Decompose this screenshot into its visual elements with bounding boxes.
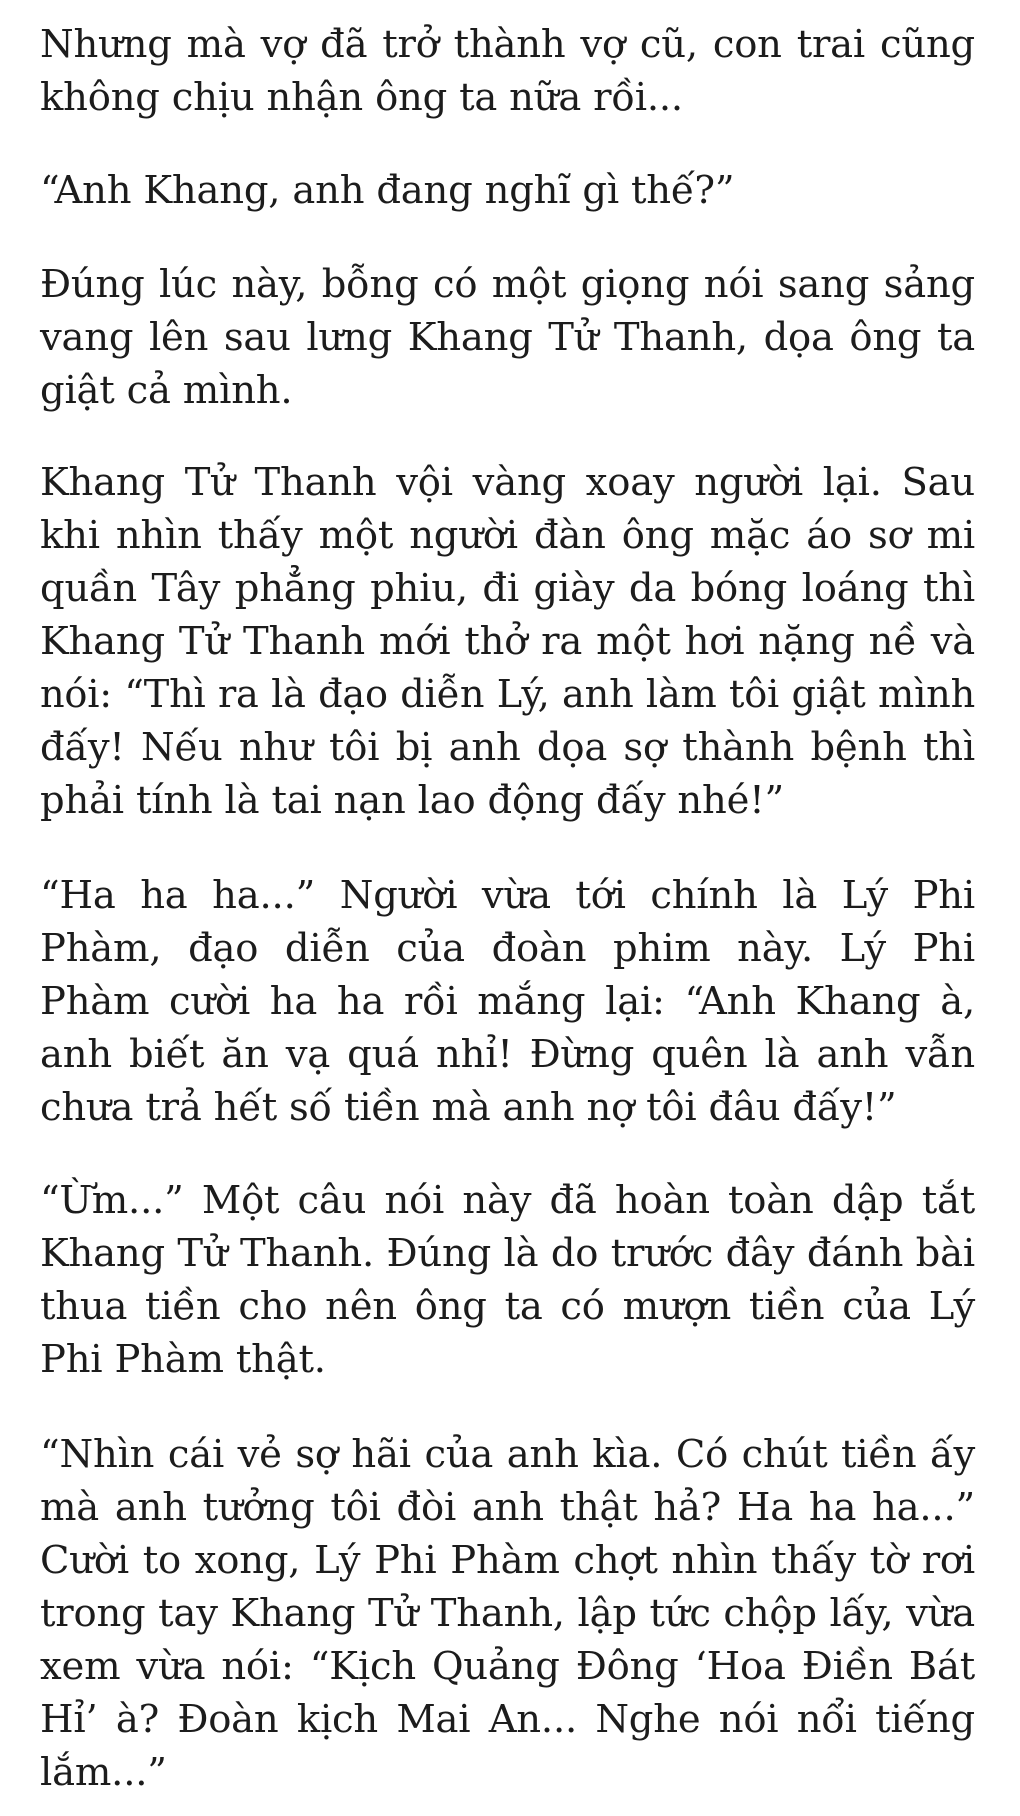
text-line: Hỉ’ à? Đoàn kịch Mai An... Nghe nói nổi tiếng <box>40 1697 975 1742</box>
text-line: xem vừa nói: “Kịch Quảng Đông ‘Hoa Điền Bát <box>40 1644 975 1689</box>
text-line: “Ha ha ha...” Người vừa tới chính là Lý Phi <box>40 873 975 918</box>
text-line: thua tiền cho nên ông ta có mượn tiền của Lý <box>40 1284 975 1329</box>
text-line: “Anh Khang, anh đang nghĩ gì thế?” <box>40 168 735 213</box>
text-line: trong tay Khang Tử Thanh, lập tức chộp lấy, vừa <box>40 1591 975 1636</box>
paragraph-3 <box>40 258 975 417</box>
text-line: lắm...” <box>40 1750 167 1795</box>
paragraph-7 <box>40 1428 975 1799</box>
text-line: Nhưng mà vợ đã trở thành vợ cũ, con trai cũng <box>40 22 975 67</box>
text-line: chưa trả hết số tiền mà anh nợ tôi đâu đấy!” <box>40 1085 897 1130</box>
paragraph-1 <box>40 18 975 124</box>
text-line: Đúng lúc này, bỗng có một giọng nói sang sảng <box>40 262 975 307</box>
text-line: Khang Tử Thanh mới thở ra một hơi nặng nề và <box>40 619 975 664</box>
text-line: giật cả mình. <box>40 368 293 413</box>
paragraph-2 <box>40 164 975 217</box>
paragraph-4 <box>40 456 975 827</box>
text-line: anh biết ăn vạ quá nhỉ! Đừng quên là anh vẫn <box>40 1032 975 1077</box>
text-line: “Nhìn cái vẻ sợ hãi của anh kìa. Có chút tiền ấy <box>40 1432 975 1477</box>
text-line: “Ừm...” Một câu nói này đã hoàn toàn dập tắt <box>40 1178 975 1223</box>
text-line: phải tính là tai nạn lao động đấy nhé!” <box>40 778 784 823</box>
text-line: Khang Tử Thanh vội vàng xoay người lại. Sau <box>40 460 975 505</box>
text-line: Phàm cười ha ha rồi mắng lại: “Anh Khang à, <box>40 979 975 1024</box>
paragraph-6 <box>40 1174 975 1386</box>
text-line: Khang Tử Thanh. Đúng là do trước đây đánh bài <box>40 1231 975 1276</box>
text-line: mà anh tưởng tôi đòi anh thật hả? Ha ha ha...” <box>40 1485 975 1530</box>
text-line: khi nhìn thấy một người đàn ông mặc áo sơ mi <box>40 513 975 558</box>
text-line: không chịu nhận ông ta nữa rồi... <box>40 75 683 120</box>
text-line: nói: “Thì ra là đạo diễn Lý, anh làm tôi giật mình <box>40 672 975 717</box>
paragraph-5 <box>40 869 975 1134</box>
text-line: Phi Phàm thật. <box>40 1337 326 1382</box>
text-line: đấy! Nếu như tôi bị anh dọa sợ thành bệnh thì <box>40 725 975 770</box>
text-line: Phàm, đạo diễn của đoàn phim này. Lý Phi <box>40 926 975 971</box>
text-line: Cười to xong, Lý Phi Phàm chợt nhìn thấy tờ rơi <box>40 1538 975 1583</box>
text-line: quần Tây phẳng phiu, đi giày da bóng loáng thì <box>40 566 975 611</box>
text-line: vang lên sau lưng Khang Tử Thanh, dọa ông ta <box>40 315 975 360</box>
